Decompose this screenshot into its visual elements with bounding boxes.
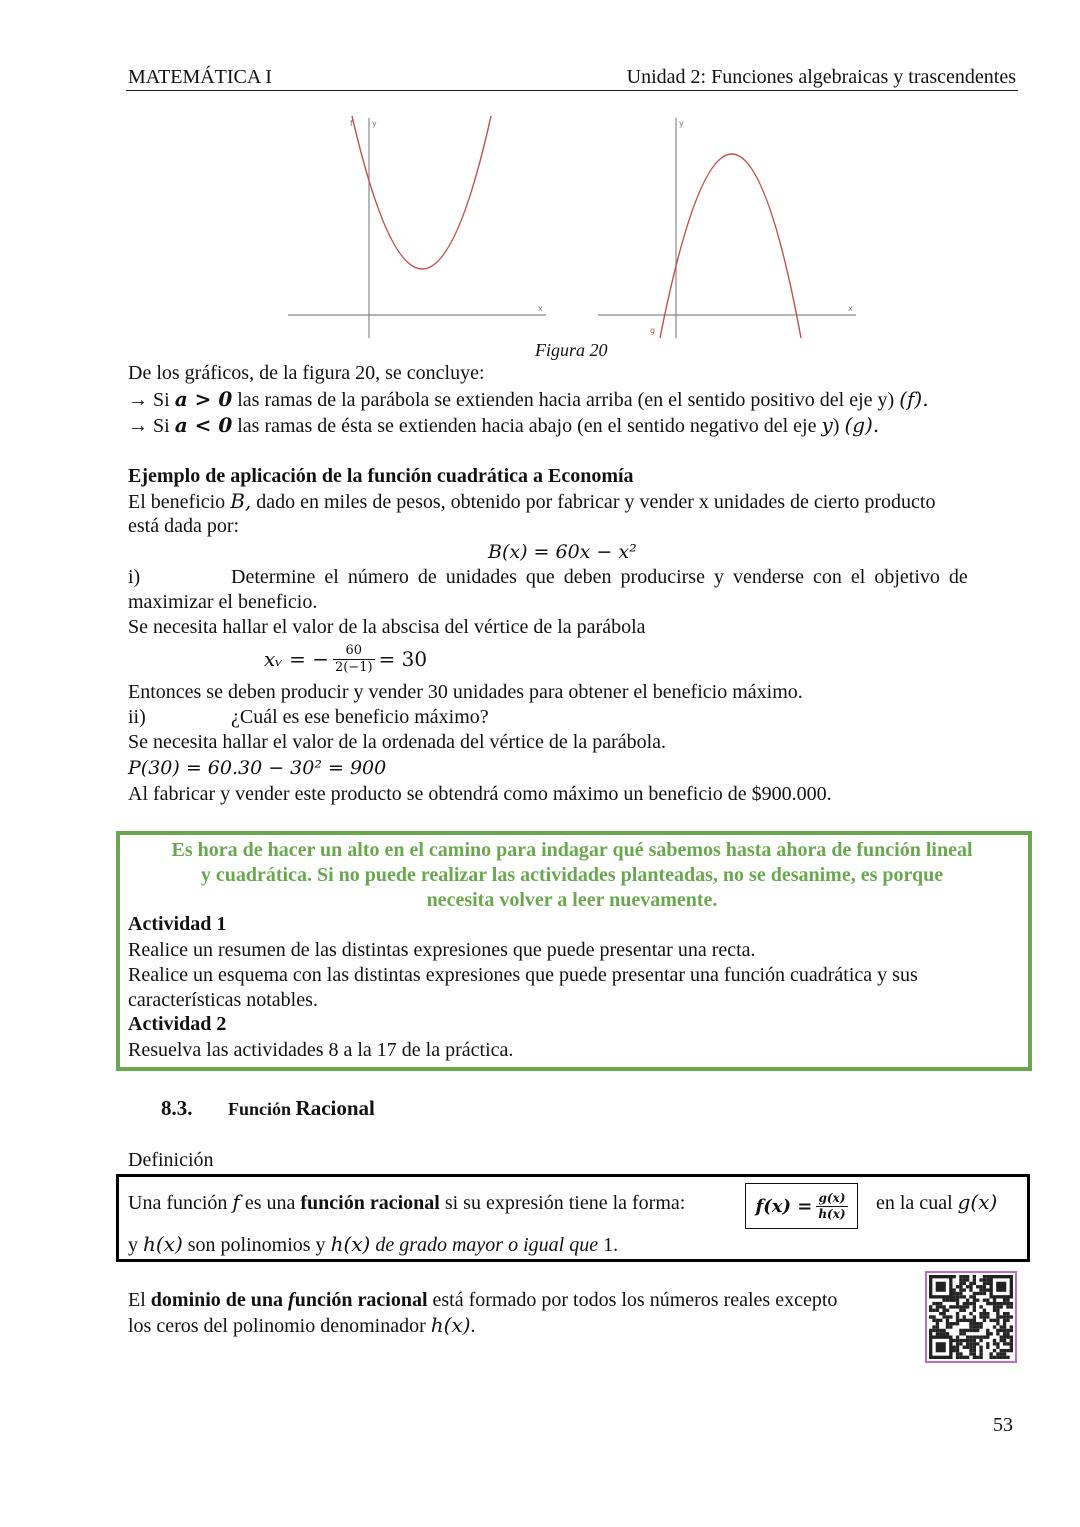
example-title: Ejemplo de aplicación de la función cuadrática a Economía xyxy=(128,465,634,487)
qr-code-pattern xyxy=(927,1273,1015,1361)
conclusion-line-2: → Si a < 0 las ramas de ésta se extienden hacia abajo (en el sentido negativo del eje y) (g). xyxy=(128,413,880,437)
benefit-formula: B(x) = 60x − x² xyxy=(488,541,637,563)
page-number: 53 xyxy=(993,1414,1013,1436)
activity-1-title: Actividad 1 xyxy=(128,913,227,935)
conclusion-intro: De los gráficos, de la figura 20, se concluye: xyxy=(128,362,485,384)
example-paragraph-1: El beneficio B, dado en miles de pesos, obtenido por fabricar y vender x unidades de cierto producto xyxy=(128,489,936,513)
activity-2-line-1: Resuelva las actividades 8 a la 17 de la práctica. xyxy=(128,1039,514,1061)
p30-formula: P(30) = 60.30 − 30² = 900 xyxy=(128,757,387,779)
upward-parabola-curve xyxy=(352,116,491,269)
rational-function-formula: f(x) = $\frac{g(x)}{h(x)}$ xyxy=(745,1183,858,1229)
right-plot-x-label: x xyxy=(848,304,853,313)
activity-1-line-2: Realice un esquema con las distintas expresiones que puede presentar una función cuadrática y sus xyxy=(128,964,918,986)
activity-1-line-1: Realice un resumen de las distintas expresiones que puede presentar una recta. xyxy=(128,939,756,961)
conclusion-line-1: → Si a > 0 las ramas de la parábola se extienden hacia arriba (en el sentido positivo del eje y) (f). xyxy=(128,387,929,411)
vertex-x-formula: xᵥ = − $\frac{60}{2(-1)}$ = 30 xyxy=(264,642,428,675)
definition-label: Definición xyxy=(128,1149,214,1171)
left-plot-y-tick: f xyxy=(350,119,353,128)
definition-line-1: Una función f es una función racional si su expresión tiene la forma: xyxy=(128,1190,686,1214)
domain-line-2: los ceros del polinomio denominador h(x). xyxy=(128,1313,476,1337)
section-number: 8.3. xyxy=(161,1096,193,1120)
figure-20-plots xyxy=(280,108,880,344)
entonces-text: Entonces se deben producir y vender 30 unidades para obtener el beneficio máximo. xyxy=(128,681,803,703)
item-ii-label: ii) xyxy=(128,706,146,728)
section-title: Función Racional xyxy=(228,1096,375,1120)
abscisa-text: Se necesita hallar el valor de la abscisa del vértice de la parábola xyxy=(128,616,646,638)
activity-2-title: Actividad 2 xyxy=(128,1013,227,1035)
item-ii-text: ¿Cuál es ese beneficio máximo? xyxy=(231,706,489,728)
left-plot-y-label: y xyxy=(372,119,377,128)
final-text: Al fabricar y vender este producto se obtendrá como máximo un beneficio de $900.000. xyxy=(128,783,832,805)
definition-line-1-end: en la cual g(x) xyxy=(876,1190,998,1214)
domain-line-1: El dominio de una función racional está formado por todos los números reales excepto xyxy=(128,1289,838,1311)
header-right: Unidad 2: Funciones algebraicas y trascendentes xyxy=(626,66,1016,88)
right-plot-x-tick: g xyxy=(650,326,656,335)
downward-parabola-curve xyxy=(660,154,801,338)
item-i-text: Determine el número de unidades que deben producirse y venderse con el objetivo de xyxy=(231,566,968,588)
green-note-line-2: y cuadrática. Si no puede realizar las actividades planteadas, no se desanime, es porque xyxy=(200,864,944,886)
item-i-label: i) xyxy=(128,566,141,588)
activity-1-line-3: características notables. xyxy=(128,989,318,1011)
left-plot-x-label: x xyxy=(538,304,543,313)
definition-line-2: y h(x) son polinomios y h(x) de grado mayor o igual que 1. xyxy=(128,1232,619,1256)
green-note-line-1: Es hora de hacer un alto en el camino para indagar qué sabemos hasta ahora de función lineal xyxy=(171,839,973,861)
qr-code-icon[interactable] xyxy=(925,1271,1017,1363)
header-left: MATEMÁTICA I xyxy=(128,66,272,88)
green-note-line-3: necesita volver a leer nuevamente. xyxy=(426,889,718,911)
header-rule xyxy=(126,90,1018,91)
ordenada-text: Se necesita hallar el valor de la ordenada del vértice de la parábola. xyxy=(128,731,667,753)
right-plot-y-label: y xyxy=(679,119,684,128)
example-paragraph-2: está dada por: xyxy=(128,515,240,537)
figure-caption: Figura 20 xyxy=(535,340,608,360)
item-i-text-2: maximizar el beneficio. xyxy=(128,591,318,613)
